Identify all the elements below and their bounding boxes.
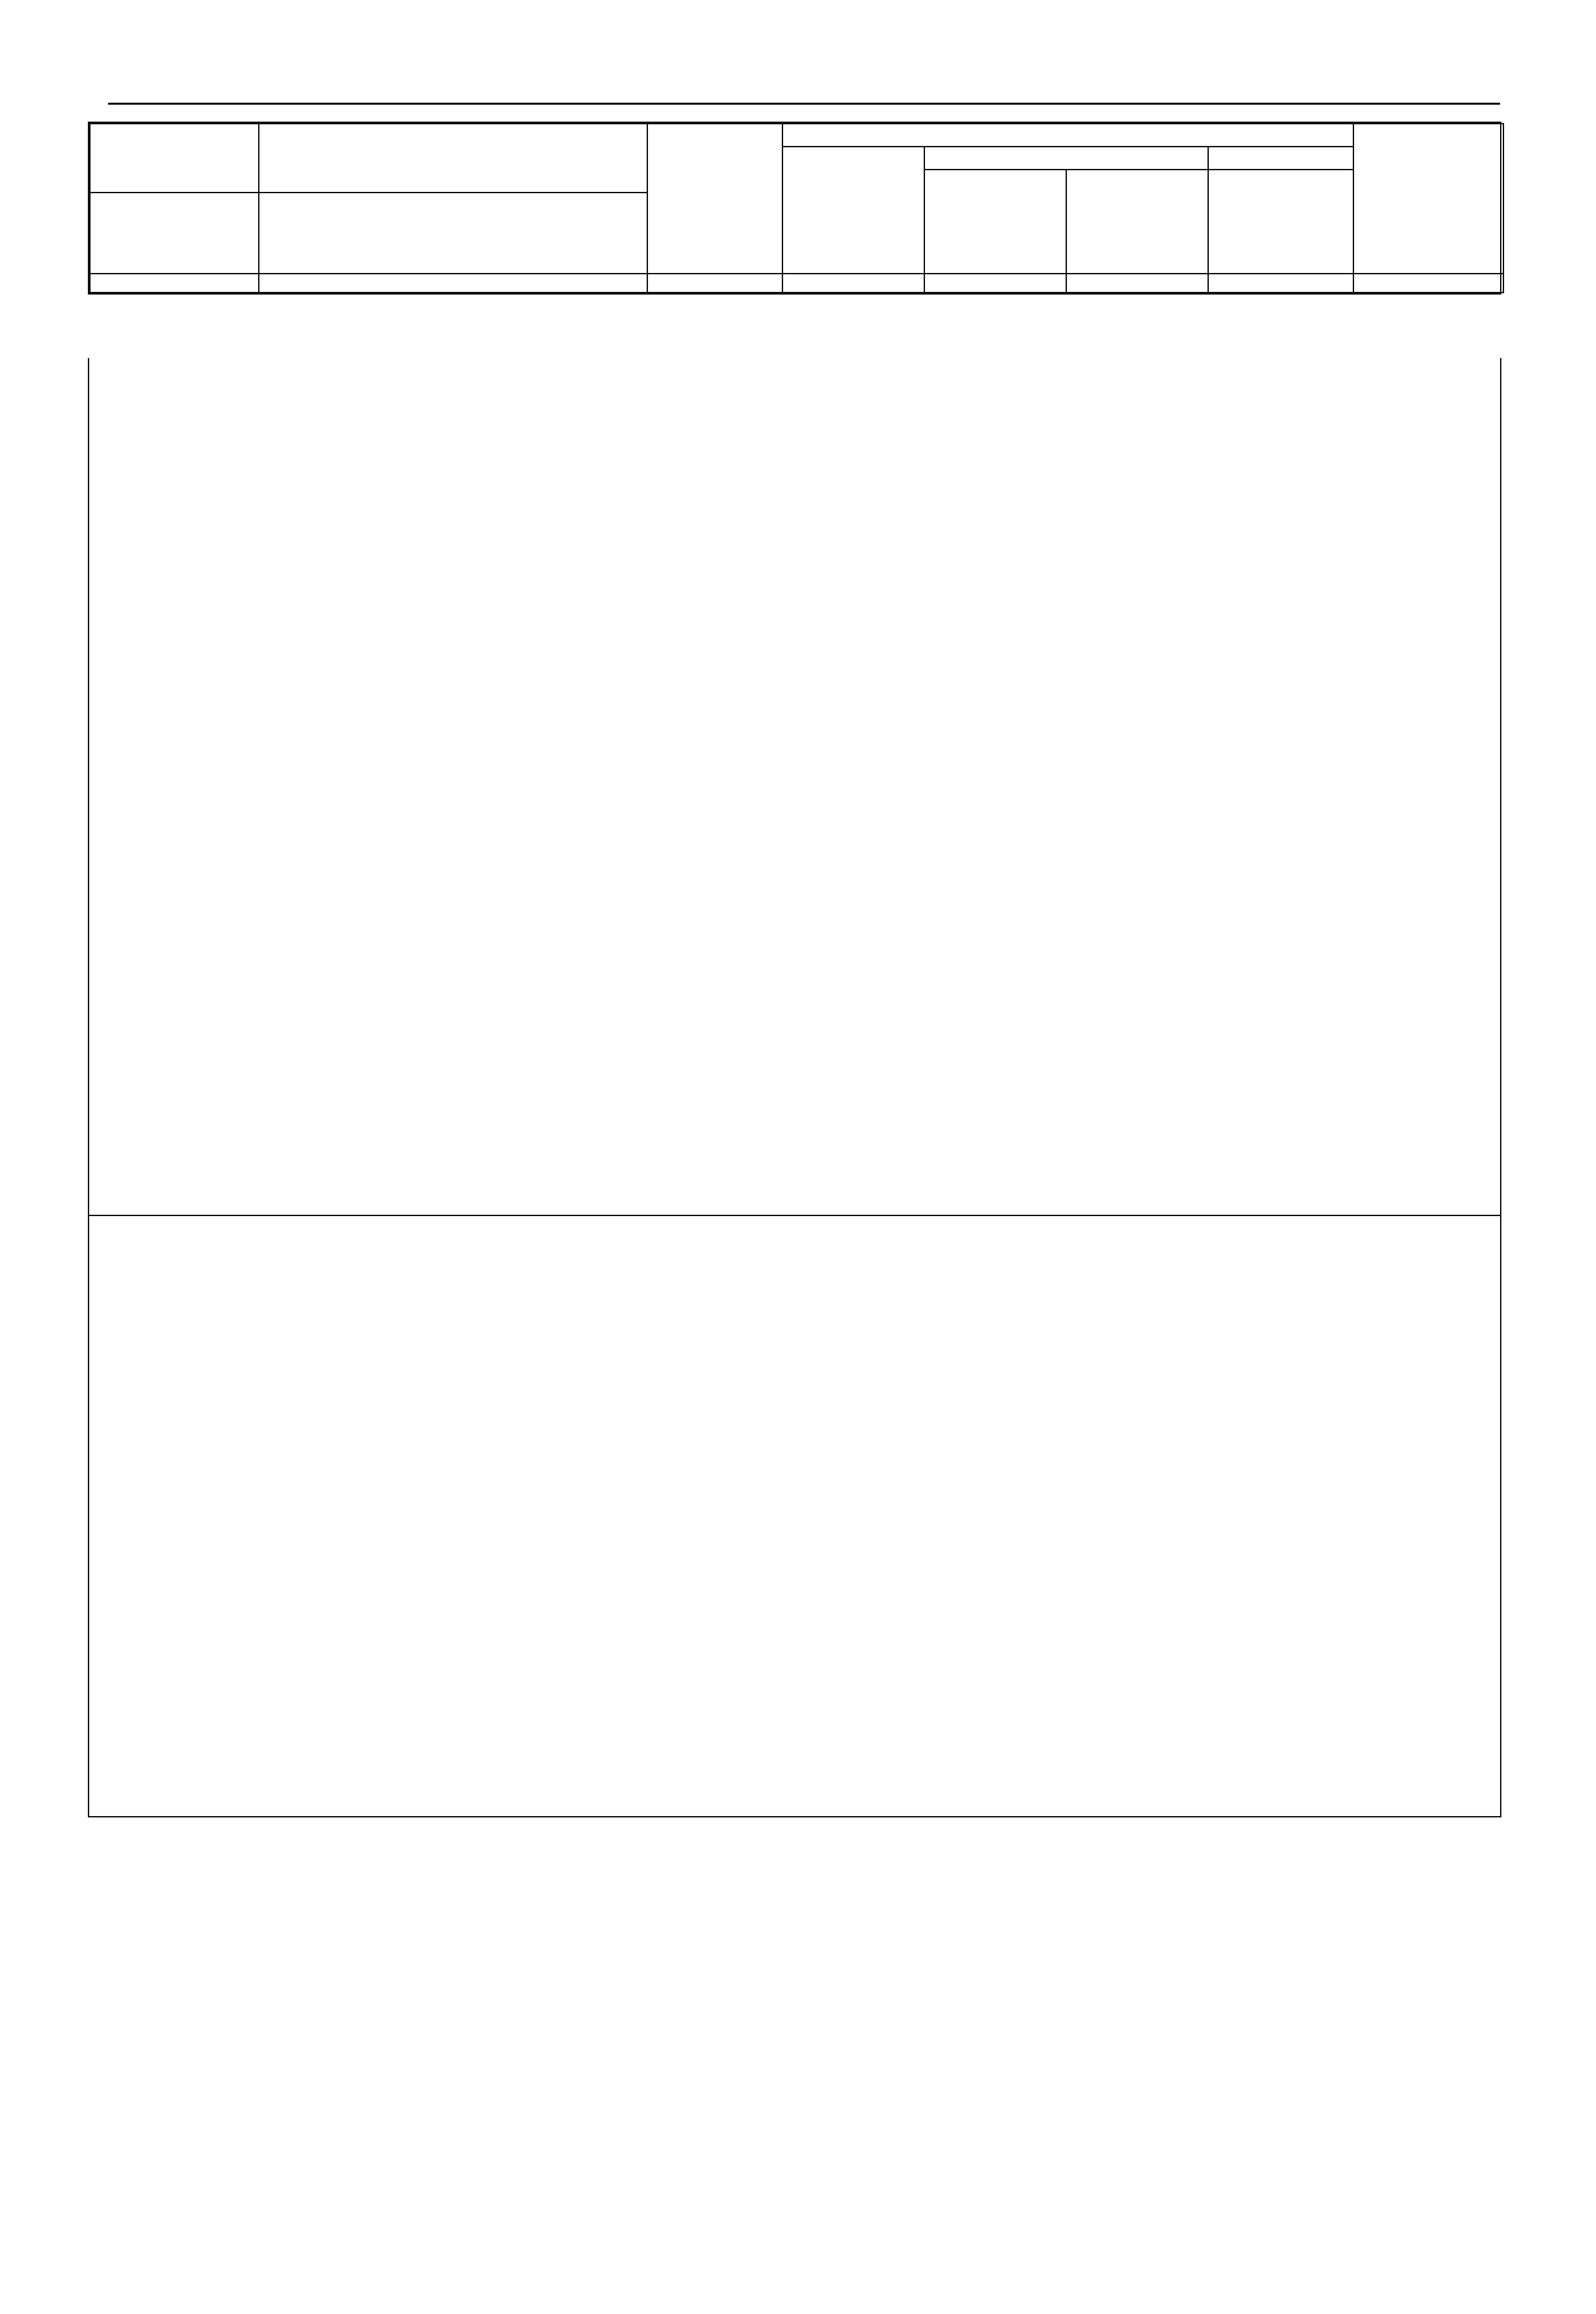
col-number [1353, 274, 1503, 293]
col3-header [647, 124, 782, 274]
col1-bottom-header [90, 193, 259, 274]
materials-header [1208, 147, 1353, 170]
col-number [647, 274, 782, 293]
column-number-row [90, 274, 1503, 293]
col8-header [1353, 124, 1503, 274]
column-header-block [88, 122, 1501, 295]
col5-header [924, 170, 1066, 274]
col-number [259, 274, 647, 293]
col1-top-header [90, 124, 259, 193]
section-2-10 [88, 1216, 1501, 1817]
col-number [782, 274, 924, 293]
header-rule [108, 103, 1500, 105]
col6-header [1066, 170, 1208, 274]
machines-header [924, 147, 1208, 170]
col-number [1066, 274, 1208, 293]
col7-header [1208, 170, 1353, 274]
col-number [924, 274, 1066, 293]
col2-top-header [259, 124, 647, 193]
col2-bottom-header [259, 193, 647, 274]
col4-header [782, 147, 924, 274]
included-header [782, 124, 1353, 147]
col-number [1208, 274, 1353, 293]
col-number [90, 274, 259, 293]
section-2-9 [88, 358, 1501, 1216]
column-header-table [89, 123, 1504, 293]
